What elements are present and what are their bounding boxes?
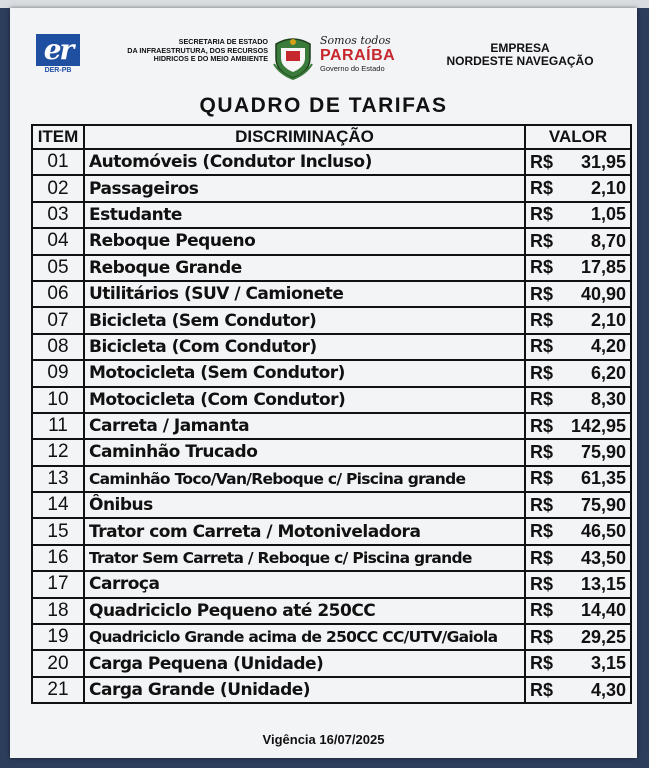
row-currency: R$ xyxy=(530,204,554,225)
row-amount: 46,50 xyxy=(580,521,626,542)
row-amount: 75,90 xyxy=(580,494,626,515)
table-row xyxy=(32,466,631,492)
table-row xyxy=(32,571,631,597)
row-amount: 8,70 xyxy=(590,230,626,251)
row-currency: R$ xyxy=(530,178,554,199)
empresa-name xyxy=(430,42,610,68)
table-row xyxy=(32,175,631,201)
row-description: Carga Pequena (Unidade) xyxy=(84,650,525,676)
row-currency: R$ xyxy=(530,257,554,278)
row-value xyxy=(525,334,631,360)
row-value xyxy=(525,518,631,544)
secretaria-line: HIDRICOS E DO MEIO AMBIENTE xyxy=(153,54,268,63)
table-row xyxy=(32,677,631,703)
row-currency: R$ xyxy=(530,626,554,647)
der-pb-logo xyxy=(36,34,80,78)
row-amount: 4,30 xyxy=(590,679,626,700)
banner-top-rod xyxy=(0,0,649,8)
row-item-number: 18 xyxy=(32,598,84,624)
row-description: Motocicleta (Com Condutor) xyxy=(84,387,525,413)
row-currency: R$ xyxy=(530,679,554,700)
row-item-number: 02 xyxy=(32,175,84,201)
row-item-number: 17 xyxy=(32,571,84,597)
coat-of-arms-icon xyxy=(272,34,314,80)
table-row xyxy=(32,598,631,624)
row-description: Caminhão Trucado xyxy=(84,439,525,465)
row-amount: 3,15 xyxy=(590,653,626,674)
column-header-item: ITEM xyxy=(32,125,84,149)
row-value xyxy=(525,492,631,518)
row-item-number: 06 xyxy=(32,281,84,307)
row-item-number: 15 xyxy=(32,518,84,544)
row-amount: 2,10 xyxy=(590,178,626,199)
row-description: Reboque Grande xyxy=(84,255,525,281)
row-description: Quadriciclo Grande acima de 250CC CC/UTV/Gaiola xyxy=(84,624,525,650)
row-value xyxy=(525,677,631,703)
row-item-number: 09 xyxy=(32,360,84,386)
table-header-row xyxy=(32,125,631,149)
table-row xyxy=(32,387,631,413)
row-description: Bicicleta (Com Condutor) xyxy=(84,334,525,360)
row-item-number: 16 xyxy=(32,545,84,571)
row-amount: 6,20 xyxy=(590,362,626,383)
row-currency: R$ xyxy=(530,310,554,331)
row-value xyxy=(525,228,631,254)
row-item-number: 14 xyxy=(32,492,84,518)
row-description: Carga Grande (Unidade) xyxy=(84,677,525,703)
row-currency: R$ xyxy=(530,389,554,410)
row-description: Passageiros xyxy=(84,175,525,201)
row-amount: 75,90 xyxy=(580,441,626,462)
row-amount: 29,25 xyxy=(580,626,626,647)
row-value xyxy=(525,466,631,492)
row-amount: 13,15 xyxy=(580,573,626,594)
row-currency: R$ xyxy=(530,600,554,621)
row-currency: R$ xyxy=(530,573,554,594)
column-header-desc: DISCRIMINAÇÃO xyxy=(84,125,525,149)
empresa-line: NORDESTE NAVEGAÇÃO xyxy=(446,54,594,68)
row-item-number: 01 xyxy=(32,149,84,175)
row-item-number: 10 xyxy=(32,387,84,413)
row-value xyxy=(525,202,631,228)
der-logo-label: DER-PB xyxy=(44,67,72,74)
table-row xyxy=(32,307,631,333)
row-amount: 1,05 xyxy=(590,204,626,225)
row-amount: 2,10 xyxy=(590,310,626,331)
row-value xyxy=(525,255,631,281)
row-amount: 40,90 xyxy=(580,283,626,304)
row-value xyxy=(525,624,631,650)
row-value xyxy=(525,413,631,439)
row-description: Trator com Carreta / Motoniveladora xyxy=(84,518,525,544)
row-description: Motocicleta (Sem Condutor) xyxy=(84,360,525,386)
table-row xyxy=(32,149,631,175)
row-description: Automóveis (Condutor Incluso) xyxy=(84,149,525,175)
row-description: Bicicleta (Sem Condutor) xyxy=(84,307,525,333)
paraiba-name: PARAÍBA xyxy=(320,47,396,64)
vigencia-date: Vigência 16/07/2025 xyxy=(262,732,385,747)
row-value xyxy=(525,281,631,307)
row-item-number: 20 xyxy=(32,650,84,676)
column-header-valor: VALOR xyxy=(525,125,631,149)
secretaria-line: SECRETARIA DE ESTADO xyxy=(178,37,268,46)
row-currency: R$ xyxy=(530,547,554,568)
table-row xyxy=(32,334,631,360)
table-row xyxy=(32,202,631,228)
table-row xyxy=(32,545,631,571)
row-currency: R$ xyxy=(530,283,554,304)
row-item-number: 03 xyxy=(32,202,84,228)
secretaria-name xyxy=(88,38,268,64)
row-item-number: 04 xyxy=(32,228,84,254)
row-value xyxy=(525,439,631,465)
row-value xyxy=(525,387,631,413)
row-amount: 17,85 xyxy=(580,257,626,278)
row-currency: R$ xyxy=(530,415,554,436)
table-row xyxy=(32,228,631,254)
table-row xyxy=(32,281,631,307)
row-item-number: 19 xyxy=(32,624,84,650)
row-currency: R$ xyxy=(530,494,554,515)
secretaria-line: DA INFRAESTRUTURA, DOS RECURSOS xyxy=(127,45,268,55)
table-row xyxy=(32,360,631,386)
row-amount: 142,95 xyxy=(570,415,626,436)
row-description: Estudante xyxy=(84,202,525,228)
tariff-table xyxy=(31,124,632,704)
row-amount: 4,20 xyxy=(590,336,626,357)
row-value xyxy=(525,571,631,597)
row-amount: 8,30 xyxy=(590,389,626,410)
row-value xyxy=(525,360,631,386)
table-row xyxy=(32,413,631,439)
empresa-line: EMPRESA xyxy=(490,41,550,55)
paraiba-slogan: Somos todos xyxy=(320,34,391,47)
row-amount: 61,35 xyxy=(580,468,626,489)
page-title: QUADRO DE TARIFAS xyxy=(199,94,448,117)
row-amount: 31,95 xyxy=(580,151,626,172)
row-item-number: 08 xyxy=(32,334,84,360)
row-currency: R$ xyxy=(530,230,554,251)
table-row xyxy=(32,624,631,650)
row-description: Carroça xyxy=(84,571,525,597)
row-item-number: 07 xyxy=(32,307,84,333)
row-value xyxy=(525,545,631,571)
table-row xyxy=(32,518,631,544)
row-value xyxy=(525,598,631,624)
row-item-number: 05 xyxy=(32,255,84,281)
row-currency: R$ xyxy=(530,653,554,674)
row-item-number: 12 xyxy=(32,439,84,465)
row-description: Reboque Pequeno xyxy=(84,228,525,254)
row-currency: R$ xyxy=(530,362,554,383)
table-row xyxy=(32,492,631,518)
row-currency: R$ xyxy=(530,441,554,462)
paraiba-logo xyxy=(320,34,420,73)
row-description: Quadriciclo Pequeno até 250CC xyxy=(84,598,525,624)
table-row xyxy=(32,650,631,676)
row-amount: 43,50 xyxy=(580,547,626,568)
row-description: Trator Sem Carreta / Reboque c/ Piscina grande xyxy=(84,545,525,571)
row-value xyxy=(525,650,631,676)
row-value xyxy=(525,307,631,333)
paraiba-gov: Governo do Estado xyxy=(320,64,385,73)
row-item-number: 21 xyxy=(32,677,84,703)
row-value xyxy=(525,149,631,175)
row-description: Utilitários (SUV / Camionete xyxy=(84,281,525,307)
der-logo-mark: er xyxy=(36,34,80,66)
row-item-number: 11 xyxy=(32,413,84,439)
row-value xyxy=(525,175,631,201)
row-currency: R$ xyxy=(530,336,554,357)
row-amount: 14,40 xyxy=(580,600,626,621)
row-currency: R$ xyxy=(530,468,554,489)
row-currency: R$ xyxy=(530,151,554,172)
table-row xyxy=(32,439,631,465)
row-description: Ônibus xyxy=(84,492,525,518)
table-row xyxy=(32,255,631,281)
row-description: Carreta / Jamanta xyxy=(84,413,525,439)
row-item-number: 13 xyxy=(32,466,84,492)
row-currency: R$ xyxy=(530,521,554,542)
tariff-banner xyxy=(10,8,637,758)
row-description: Caminhão Toco/Van/Reboque c/ Piscina grande xyxy=(84,466,525,492)
